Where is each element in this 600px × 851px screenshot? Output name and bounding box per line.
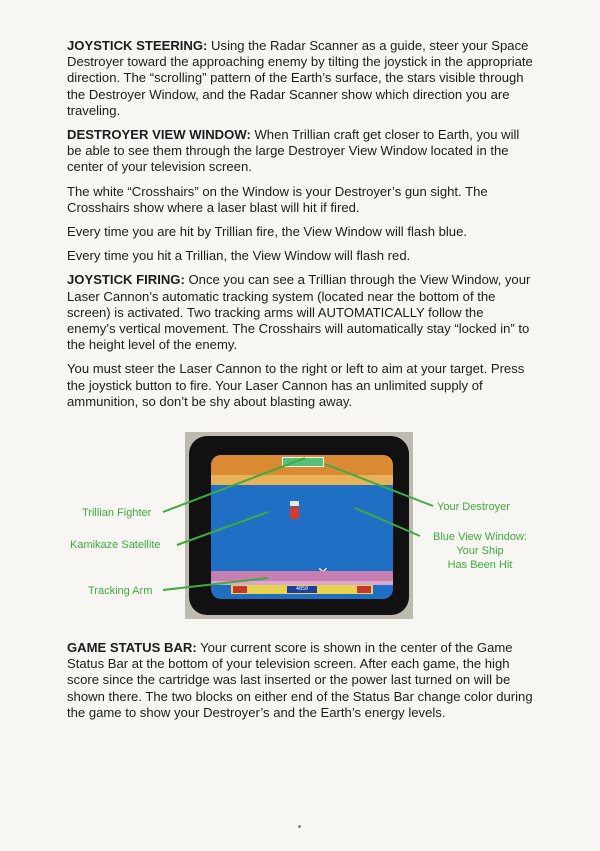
steering-body: Using the Radar Scanner as a guide, steer your Space Destroyer toward the approaching enemy by tilting the joystick in the appropriate direction. The “scrolling” pattern of the Earth’s surface, the stars visible through the Destroyer Window, and the Radar Scanner show which direction you are traveling. (67, 38, 533, 118)
hit-red-paragraph: Every time you hit a Trillian, the View Window will flash red. (67, 248, 411, 264)
callout-kamikaze-satellite: Kamikaze Satellite (70, 539, 161, 551)
ground-band (211, 571, 393, 581)
steer-cannon-paragraph: You must steer the Laser Cannon to the right or left to aim at your target. Press the joystick button to fire. Your Laser Cannon has an unlimited supply of ammunition, so don’t be shy about blasting away. (67, 361, 525, 409)
firing-heading: JOYSTICK FIRING: (67, 272, 185, 288)
manual-text-bottom (67, 640, 533, 721)
callout-blue-view-window-line3: Has Been Hit (447, 559, 513, 571)
firing-body: Once you can see a Trillian through the View Window, your Laser Cannon’s automatic tracking system (located near the bottom of the screen) is activated. Two tracking arms will AUTOMATICALLY follow the enemy’s vertical movement. The Crosshairs will automatically stay “locked in” to the height level of the enemy. (67, 272, 531, 353)
destroyer-icon (282, 457, 324, 467)
callout-blue-view-window (425, 530, 535, 572)
view-window-paragraph (67, 127, 533, 176)
game-screenshot-figure (185, 432, 413, 619)
callout-your-destroyer: Your Destroyer (437, 501, 510, 513)
earth-energy-block (357, 586, 371, 593)
callout-trillian-fighter: Trillian Fighter (82, 507, 152, 519)
game-status-bar (231, 585, 373, 594)
tv-screen (211, 455, 393, 599)
earth-surface-lower-band (211, 475, 393, 485)
manual-text-top (67, 38, 533, 418)
score-display: 4850 (287, 586, 317, 593)
trillian-fighter-icon (290, 507, 299, 519)
status-bar-body: Your current score is shown in the center of the Game Status Bar at the bottom of your television screen. After each game, the high score since the cartridge was last inserted or the power last turned on will be shown there. The two blocks on either end of the Status Bar change color during the game to show your Destroyer’s and the Earth’s energy levels. (67, 640, 533, 720)
hit-blue-paragraph: Every time you are hit by Trillian fire, the View Window will flash blue. (67, 224, 468, 240)
satellite-icon (290, 501, 299, 506)
steering-paragraph (67, 38, 533, 119)
crosshairs-paragraph: The white “Crosshairs” on the Window is your Destroyer’s gun sight. The Crosshairs show where a laser blast will hit if fired. (67, 183, 488, 215)
destroyer-energy-block (233, 586, 247, 593)
callout-blue-view-window-line1: Blue View Window: (433, 531, 527, 543)
callout-tracking-arm: Tracking Arm (88, 585, 153, 597)
callout-blue-view-window-line2: Your Ship (456, 545, 504, 557)
tv-bezel (189, 436, 409, 615)
firing-paragraph (67, 272, 533, 353)
page-dot (298, 825, 301, 828)
status-bar-paragraph (67, 640, 533, 721)
view-window-body: When Trillian craft get closer to Earth, you will be able to see them through the large Destroyer View Window located in the center of your television screen. (67, 127, 520, 175)
steering-heading: JOYSTICK STEERING: (67, 38, 208, 53)
view-window-heading: DESTROYER VIEW WINDOW: (67, 127, 251, 143)
status-bar-heading: GAME STATUS BAR: (67, 640, 197, 655)
